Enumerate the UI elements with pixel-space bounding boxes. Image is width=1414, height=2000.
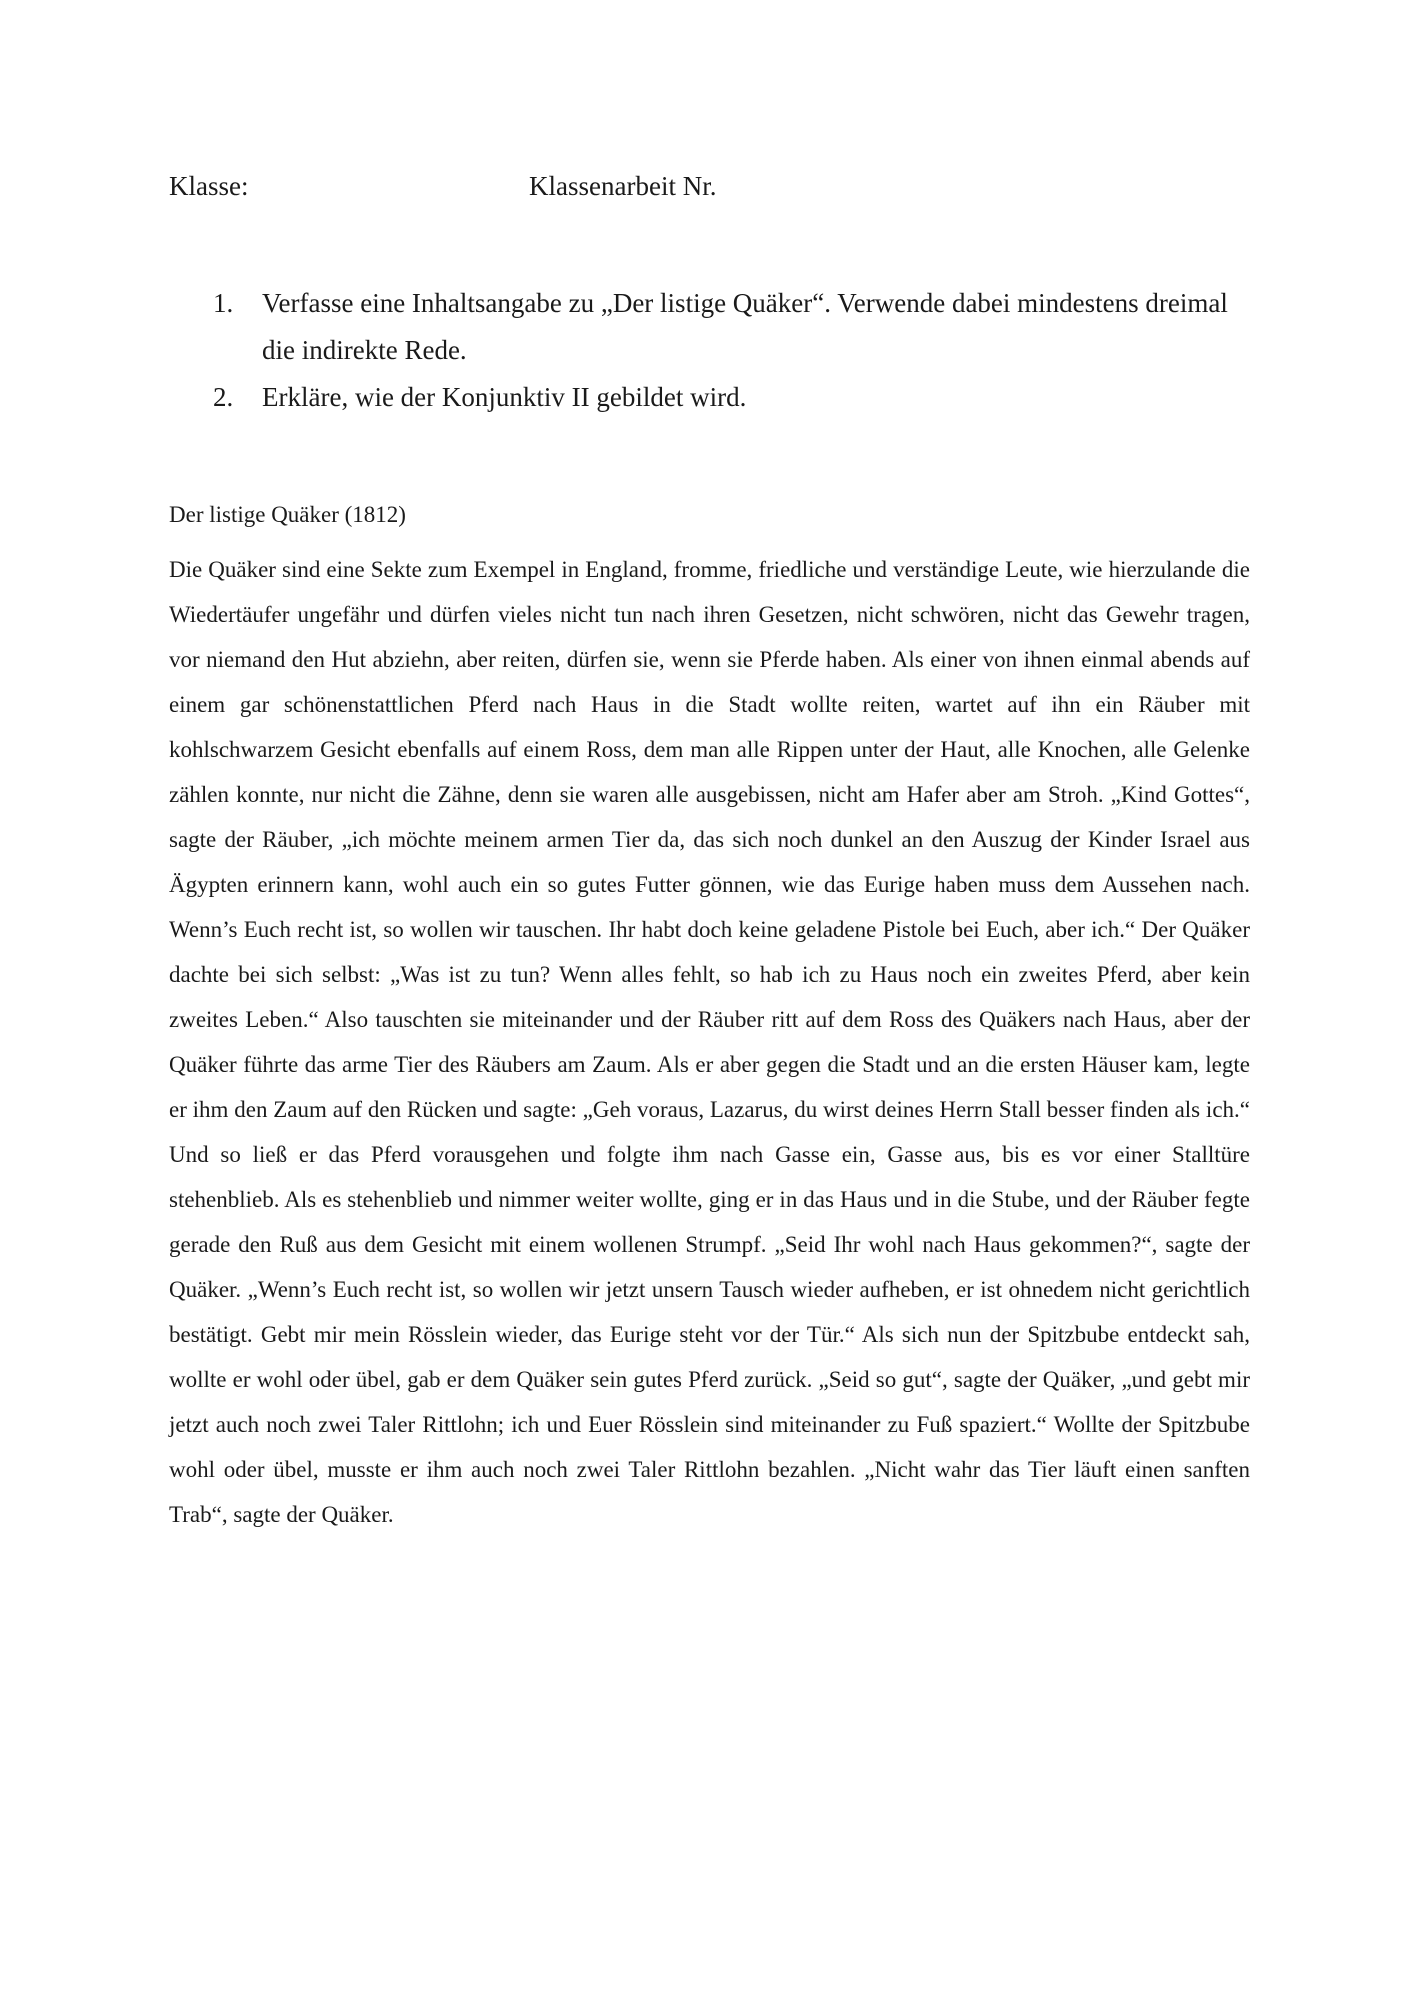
task-text: Verfasse eine Inhaltsangabe zu „Der listige Quäker“. Verwende dabei mindestens dreimal die indirekte Rede.: [262, 288, 1228, 365]
task-number: 2.: [213, 382, 234, 412]
task-number: 1.: [213, 288, 234, 318]
story-title: Der listige Quäker (1812): [169, 502, 406, 527]
task-list: [169, 280, 1249, 421]
class-label: Klasse:: [169, 171, 249, 201]
exam-number-label: Klassenarbeit Nr.: [529, 171, 717, 201]
story-section: [169, 497, 1250, 1537]
task-item: [169, 374, 1249, 421]
task-item: [169, 280, 1249, 374]
task-text: Erkläre, wie der Konjunktiv II gebildet wird.: [262, 382, 747, 412]
story-body: Die Quäker sind eine Sekte zum Exempel in England, fromme, friedliche und verständige Leute, wie hierzulande die Wiedertäufer ungefähr und dürfen vieles nicht tun nach ihren Gesetzen, nicht schwören, nicht das Gewehr tragen, vor niemand den Hut abziehn, aber reiten, dürfen sie, wenn sie Pferde haben. Als einer von ihnen einmal abends auf einem gar schönenstattlichen Pferd nach Haus in die Stadt wollte reiten, wartet auf ihn ein Räuber mit kohlschwarzem Gesicht ebenfalls auf einem Ross, dem man alle Rippen unter der Haut, alle Knochen, alle Gelenke zählen konnte, nur nicht die Zähne, denn sie waren alle ausgebissen, nicht am Hafer aber am Stroh. „Kind Gottes“, sagte der Räuber, „ich möchte meinem armen Tier da, das sich noch dunkel an den Auszug der Kinder Israel aus Ägypten erinnern kann, wohl auch ein so gutes Futter gönnen, wie das Eurige haben muss dem Aussehen nach. Wenn’s Euch recht ist, so wollen wir tauschen. Ihr habt doch keine geladene Pistole bei Euch, aber ich.“ Der Quäker dachte bei sich selbst: „Was ist zu tun? Wenn alles fehlt, so hab ich zu Haus noch ein zweites Pferd, aber kein zweites Leben.“ Also tauschten sie miteinander und der Räuber ritt auf dem Ross des Quäkers nach Haus, aber der Quäker führte das arme Tier des Räubers am Zaum. Als er aber gegen die Stadt und an die ersten Häuser kam, legte er ihm den Zaum auf den Rücken und sagte: „Geh voraus, Lazarus, du wirst deines Herrn Stall besser finden als ich.“ Und so ließ er das Pferd vorausgehen und folgte ihm nach Gasse ein, Gasse aus, bis es vor einer Stalltüre stehenblieb. Als es stehenblieb und nimmer weiter wollte, ging er in das Haus und in die Stube, und der Räuber fegte gerade den Ruß aus dem Gesicht mit einem wollenen Strumpf. „Seid Ihr wohl nach Haus gekommen?“, sagte der Quäker. „Wenn’s Euch recht ist, so wollen wir jetzt unsern Tausch wieder aufheben, er ist ohnedem nicht gerichtlich bestätigt. Gebt mir mein Rösslein wieder, das Eurige steht vor der Tür.“ Als sich nun der Spitzbube entdeckt sah, wollte er wohl oder übel, gab er dem Quäker sein gutes Pferd zurück. „Seid so gut“, sagte der Quäker, „und gebt mir jetzt auch noch zwei Taler Rittlohn; ich und Euer Rösslein sind miteinander zu Fuß spaziert.“ Wollte der Spitzbube wohl oder übel, musste er ihm auch noch zwei Taler Rittlohn bezahlen. „Nicht wahr das Tier läuft einen sanften Trab“, sagte der Quäker.: [169, 557, 1250, 1527]
